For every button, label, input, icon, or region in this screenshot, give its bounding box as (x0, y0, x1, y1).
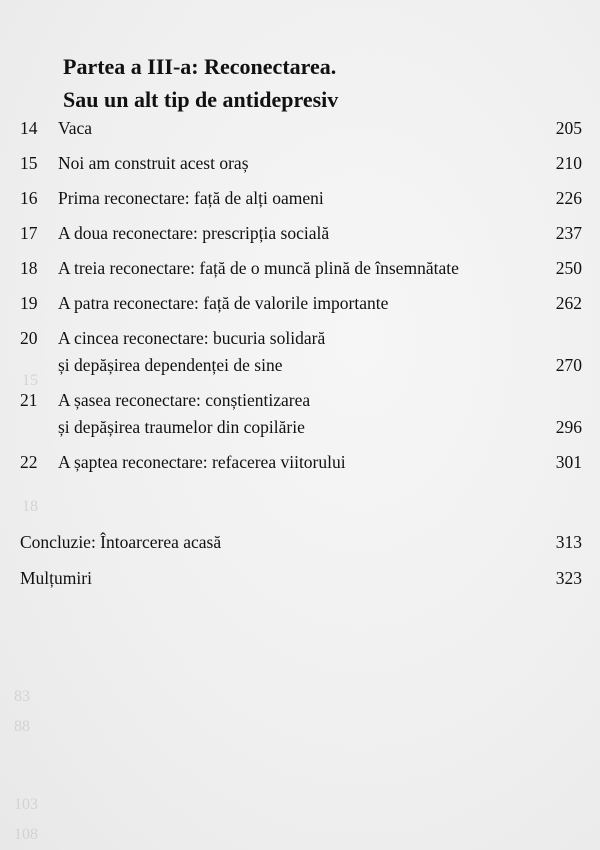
back-matter-list (20, 529, 582, 601)
toc-entry-acknowledgements[interactable] (20, 565, 582, 592)
chapter-number: 17 (20, 223, 38, 243)
part-title-line2: Sau un alt tip de antidepresiv (63, 87, 339, 112)
chapter-number: 16 (20, 188, 38, 208)
chapter-title: A cincea reconectare: bucuria solidară și depășirea dependenței de sine (58, 328, 326, 375)
toc-entry[interactable] (20, 115, 582, 142)
page-number: 210 (555, 153, 582, 173)
chapter-list (20, 115, 582, 484)
back-matter-title: Concluzie: Întoarcerea acasă (20, 532, 222, 552)
chapter-title: Vaca (58, 118, 93, 138)
toc-entry[interactable] (20, 290, 582, 317)
toc-entry[interactable] (20, 185, 582, 212)
bleed-through-mark: 108 (14, 826, 38, 843)
toc-entry-conclusion[interactable] (20, 529, 582, 556)
page-number: 301 (555, 452, 582, 472)
toc-entry[interactable] (20, 449, 582, 476)
chapter-title: A patra reconectare: față de valorile importante (58, 293, 389, 313)
chapter-title: A șaptea reconectare: refacerea viitorului (58, 452, 346, 472)
chapter-number: 21 (20, 390, 38, 410)
bleed-through-mark: 18 (22, 498, 38, 515)
toc-entry[interactable] (20, 387, 582, 441)
page-number: 226 (555, 188, 582, 208)
page-number: 262 (555, 293, 582, 313)
chapter-number: 20 (20, 328, 38, 348)
page-number: 296 (555, 417, 582, 437)
toc-entry[interactable] (20, 255, 582, 282)
chapter-title: A șasea reconectare: conștientizarea și depășirea traumelor din copilărie (58, 390, 311, 437)
page-number: 237 (555, 223, 582, 243)
part-title (63, 50, 338, 116)
chapter-title: A treia reconectare: față de o muncă plină de însemnătate (58, 258, 459, 278)
page-number: 323 (555, 568, 582, 588)
toc-entry[interactable] (20, 220, 582, 247)
part-title-line1: Partea a III-a: Reconectarea. (63, 54, 337, 79)
chapter-number: 22 (20, 452, 38, 472)
page-number: 270 (555, 355, 582, 375)
toc-entry[interactable] (20, 325, 582, 379)
chapter-title: Noi am construit acest oraș (58, 153, 249, 173)
bleed-through-mark: 15 (22, 372, 38, 389)
chapter-number: 14 (20, 118, 38, 138)
bleed-through-mark: 103 (14, 796, 38, 813)
chapter-title: A doua reconectare: prescripția socială (58, 223, 330, 243)
page-number: 250 (555, 258, 582, 278)
page-number: 205 (555, 118, 582, 138)
chapter-number: 19 (20, 293, 38, 313)
chapter-title: Prima reconectare: față de alți oameni (58, 188, 324, 208)
page-number: 313 (555, 532, 582, 552)
toc-entry[interactable] (20, 150, 582, 177)
back-matter-title: Mulțumiri (20, 568, 92, 588)
chapter-number: 15 (20, 153, 38, 173)
chapter-number: 18 (20, 258, 38, 278)
bleed-through-mark: 83 (14, 688, 30, 705)
bleed-through-mark: 88 (14, 718, 30, 735)
